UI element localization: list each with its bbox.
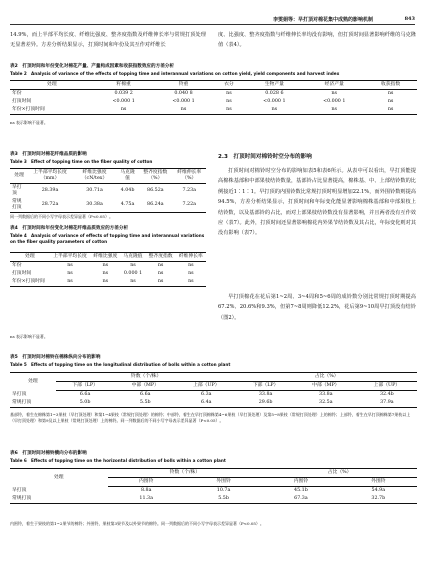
table6-cell: 54.9a <box>371 488 386 493</box>
table4-title-en: Table 4 Analysis of variance of effects of topping time and interannual variations on the fiber quality parameters of cotton <box>10 233 205 244</box>
table5-cell: 33.8a <box>258 392 273 397</box>
table3-cell: 7.23a <box>182 188 197 193</box>
table5-header: 中部（MP） <box>295 382 357 391</box>
table6-cell: 67.3a <box>294 496 308 501</box>
table4-cell: ns <box>67 263 73 268</box>
table6-cell: 10.7a <box>216 488 231 493</box>
table3-header: 上半部平均长度（mm） <box>28 169 72 184</box>
table2-cell: ns <box>387 99 394 104</box>
section-paragraph-2: 早打顶棉花在花后第1~2周、3~4周和5~6周的成铃数分别比常规打顶时期提高67.2%、20.6%和9.3%，但第7~8周则降低12.2%，花后第9~10周早打顶没有结铃（图2）。 <box>218 294 416 321</box>
table-row <box>10 198 206 213</box>
table3-cell: 28.72a <box>41 202 59 207</box>
table3 <box>10 168 206 213</box>
table3-cell: 86.24a <box>147 202 164 207</box>
table6-cell: 11.3a <box>139 496 153 501</box>
table4-cell: ns <box>130 263 136 268</box>
table6 <box>10 468 417 504</box>
table2-cell: ns <box>226 91 232 96</box>
table2-cell: ns <box>180 107 187 112</box>
table6-header: 内围铃 <box>262 478 339 487</box>
table2-note: ns 表示影响不显著。 <box>10 120 48 125</box>
table4-header: 纤维比强度 <box>90 253 120 262</box>
table2-cell: ns <box>226 99 232 104</box>
table2-header: 铃重 <box>154 81 214 90</box>
table4-cell: ns <box>157 263 164 268</box>
table5 <box>10 372 417 408</box>
table5-title-en: Table 5 Effects of topping time on the longitudinal distribution of bolls within a cotton plant <box>10 362 231 367</box>
table3-header: 纤维伸长率（%） <box>173 169 207 184</box>
table5-group-header: 占比（%） <box>236 373 417 382</box>
table4 <box>10 252 206 287</box>
table3-header: 马克隆值 <box>117 169 138 184</box>
table5-cell: 6.3a <box>201 392 212 397</box>
table5-cell: 常规打顶 <box>12 400 32 405</box>
table4-cell: ns <box>130 279 136 284</box>
table5-header: 下部（LP） <box>56 382 114 391</box>
table-row <box>10 278 206 287</box>
table2-cell: ns <box>387 91 394 96</box>
top-paragraph-right: 度、比强度、整齐度指数与纤维伸长率均没有影响，但打顶时间显著影响纤维的马克隆值（表4）。 <box>218 32 416 49</box>
table2-header: 收获指数 <box>364 81 417 90</box>
table6-header: 外围铃 <box>340 478 417 487</box>
table4-cell: ns <box>67 271 73 276</box>
table6-group-header: 占比（%） <box>262 469 417 478</box>
table5-note: 基部铃，着生在棉株第1~3果枝（早打顶处理）和第1~4果枝（常规打顶处理）的棉铃；中部铃，着生在早打顶棉株第4~6果枝（早打顶处理）及第5~8果枝（常规打顶处理）上的棉铃；上部铃，着生在早打顶棉株第7果枝以上（早打顶处理）和第9及以上果枝（常规打顶处理）上的棉铃。同一列数据后的不同小写字母表示差异显著（P<0.05）。 <box>10 412 411 423</box>
table3-header: 处理 <box>10 169 28 184</box>
table5-cell: 5.5b <box>139 400 151 405</box>
table6-header: 内围铃 <box>108 478 185 487</box>
table2-cell: <0.000 1 <box>172 99 195 104</box>
table-row <box>10 98 417 106</box>
table5-cell: 6.6a <box>79 392 91 397</box>
table6-group-header: 铃数（个/株） <box>108 469 263 478</box>
table-row <box>10 487 417 496</box>
table5-cell: 37.9a <box>380 400 394 405</box>
table2-cell: <0.000 1 <box>263 99 286 104</box>
table2-cell: 打顶时间 <box>12 99 32 104</box>
table2-cell: <0.000 1 <box>323 99 346 104</box>
table2-title-en: Table 2 Analysis of variance of the effects of topping time and interannual variations on cotton yield, yield components and harvest index <box>10 71 340 76</box>
table5-header: 上部（UP） <box>357 382 417 391</box>
table5-title-cn: 表5 打顶时间对棉铃在棉株纵向分布的影响 <box>10 355 101 360</box>
table5-header: 上部（UP） <box>176 382 236 391</box>
table2-cell: ns <box>226 107 232 112</box>
table4-header: 处理 <box>10 253 50 262</box>
table5-header: 中部（MP） <box>114 382 176 391</box>
table6-cell: 5.5b <box>218 496 229 501</box>
table2-header: 生物产量 <box>244 81 304 90</box>
table6-cell: 32.7b <box>371 496 386 501</box>
table6-title-en: Table 6 Effects of topping time on the horizontal distribution of bolls within a cotton plant <box>10 458 226 463</box>
section-paragraph-1: 打顶时间对棉铃时空分布的影响如表5和表6所示。从表中可以看出，早打顶能提高棉株基部和中部果枝结铃数量，基部铃占比显著提高，棉株基、中、上部结铃数的比例接近1∶1∶1。早打顶的内围铃数比常规打顶时明显增加22.1%，而外围铃数则提高94.5%，方差分析结果显示，打顶时间和年际变化能显著影响棉株基部和中部果枝上结铃数，以及基部铃的占比，而对上部果枝结铃数没有显著影响，并且两者没有互作效应（表7）。此外，打顶时间还显著影响棉花内外果节结铃数及其占比，年际变化则对其没有影响（表7）。 <box>218 168 416 237</box>
table6-cell: 常规打顶 <box>12 496 32 501</box>
table2 <box>10 80 417 115</box>
table5-cell: 32.4b <box>380 392 394 397</box>
table5-cell: 6.4a <box>201 400 212 405</box>
table4-cell: ns <box>157 279 164 284</box>
table4-cell: ns <box>188 279 194 284</box>
table2-cell: 年份 <box>12 91 22 96</box>
table4-header: 整齐度指数 <box>146 253 176 262</box>
table-row <box>10 399 417 408</box>
table2-header: 衣分 <box>213 81 244 90</box>
table2-title-cn: 表2 打顶时间和年份变化对棉花产量、产量构成因素和收获指数效应的方差分析 <box>10 64 174 69</box>
table4-header: 纤维伸长率 <box>176 253 206 262</box>
table6-cell: 45.1b <box>294 488 308 493</box>
table2-cell: 0.028 6 <box>265 91 284 96</box>
table5-group-header: 铃数（个/株） <box>56 373 237 382</box>
table4-cell: ns <box>67 279 73 284</box>
table4-cell: 年份 <box>12 263 22 268</box>
table4-note: ns 表示影响不显著。 <box>10 334 48 339</box>
table3-cell: 30.71a <box>86 188 103 193</box>
table6-title-cn: 表6 打顶时间对棉铃横向分布的影响 <box>10 451 87 456</box>
table2-header: 经济产量 <box>304 81 364 90</box>
table3-cell: 常规打顶 <box>12 199 22 210</box>
table-row <box>10 106 417 115</box>
table6-note: 内围铃，着生于果枝的第1~2果节的棉铃；外围铃，果枝第3果节及以外果节的棉铃。同一列数据后的不同小写字母表示差异显著（P<0.05）。 <box>10 521 264 526</box>
table3-header: 纤维比强度（cN/tex） <box>72 169 117 184</box>
table2-header: 籽棉重 <box>94 81 154 90</box>
table5-cell: 5.0b <box>79 400 91 405</box>
table4-cell: 打顶时间 <box>12 271 32 276</box>
table5-cell: 6.6a <box>140 392 151 397</box>
table2-cell: 0.040 8 <box>174 91 193 96</box>
table6-cell: 8.8a <box>140 488 152 493</box>
table4-cell: 年份×打顶时间 <box>12 279 45 284</box>
table3-cell: 30.38a <box>86 202 103 207</box>
table3-note: 同一列数据后的不同小写字母表示差异显著（P<0.05）。 <box>10 214 113 219</box>
running-header <box>10 10 415 25</box>
page-number: 843 <box>404 16 415 22</box>
table3-title-cn: 表3 打顶时间对棉花纤维品质的影响 <box>10 152 87 157</box>
table-row <box>10 495 417 504</box>
table4-header: 马克隆值 <box>120 253 145 262</box>
table2-cell: 年份×打顶时间 <box>12 107 45 112</box>
table5-header: 下部（LP） <box>236 382 294 391</box>
top-paragraph-left: 14.9%，而上半部平均长度、纤维比强度、整齐度指数及纤维伸长率与常规打顶处理无显著差异。方差分析结果显示，打顶时间和年份及其互作对纤维长 <box>10 32 206 49</box>
table4-cell: ns <box>102 271 109 276</box>
section-heading: 2.3 打顶时间对棉铃时空分布的影响 <box>218 154 312 160</box>
table3-title-en: Table 3 Effect of topping time on the fiber quality of cotton <box>10 159 153 164</box>
table2-cell: ns <box>331 91 338 96</box>
table5-cell: 32.5a <box>319 400 333 405</box>
table2-header: 处理 <box>10 81 94 90</box>
table6-cell: 早打顶 <box>12 487 27 493</box>
table4-cell: 0.000 1 <box>123 271 143 276</box>
table6-header: 处理 <box>53 474 64 480</box>
table3-cell: 86.52a <box>147 188 164 193</box>
table2-cell: ns <box>120 107 127 112</box>
table2-cell: ns <box>271 107 278 112</box>
table4-cell: ns <box>102 279 109 284</box>
table2-cell: 0.039 2 <box>114 91 133 96</box>
table-row <box>10 391 417 400</box>
table6-header: 外围铃 <box>185 478 262 487</box>
table-row <box>10 184 206 199</box>
table4-cell: ns <box>188 271 194 276</box>
table3-cell: 28.39a <box>41 188 59 193</box>
table-row <box>10 262 206 271</box>
table2-cell: <0.000 1 <box>112 99 135 104</box>
table3-cell: 7.22a <box>182 202 197 207</box>
table3-cell: 早打顶 <box>12 185 22 196</box>
table4-title-cn: 表4 打顶时间和年份变化对棉花纤维品质效应的方差分析 <box>10 226 129 231</box>
table5-cell: 33.8a <box>319 392 333 397</box>
table3-cell: 4.75a <box>120 202 135 207</box>
table5-header: 处理 <box>28 378 38 384</box>
table4-header: 上半部平均长度 <box>50 253 91 262</box>
table2-cell: ns <box>387 107 394 112</box>
table3-header: 整齐度指数（%） <box>138 169 172 184</box>
table4-cell: ns <box>188 263 194 268</box>
header-title: 李雯娟等：早打顶对棉花集中成熟的影响机制 <box>272 17 373 23</box>
table-row <box>10 90 417 99</box>
table4-cell: ns <box>102 263 109 268</box>
table4-cell: ns <box>157 271 164 276</box>
table5-cell: 29.6b <box>258 400 273 405</box>
table-row <box>10 270 206 278</box>
table5-cell: 早打顶 <box>12 391 27 397</box>
table2-cell: ns <box>331 107 338 112</box>
table3-cell: 4.04b <box>120 188 135 193</box>
